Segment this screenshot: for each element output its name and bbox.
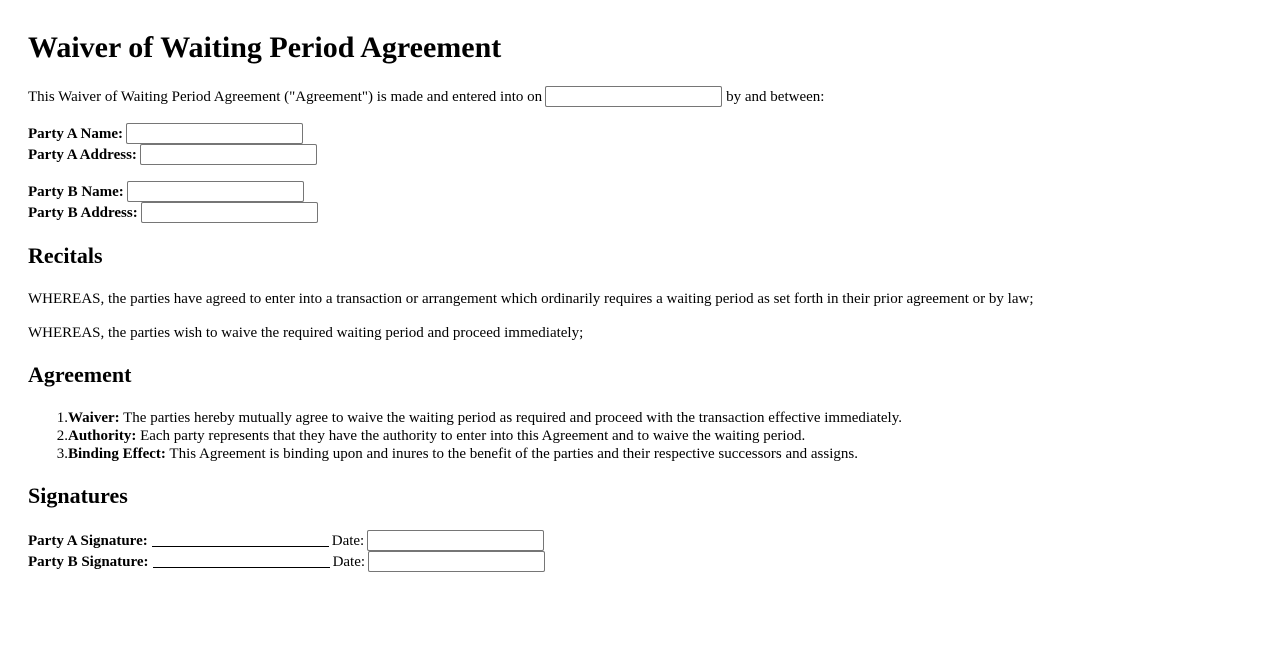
agreement-heading: Agreement [28, 362, 132, 387]
clause-number: 2 . [28, 427, 68, 445]
party-b-address-row [28, 202, 322, 223]
party-a-address-field[interactable] [140, 144, 317, 165]
party-a-address-row [28, 144, 321, 165]
clause-body [68, 427, 805, 445]
party-b-name-field[interactable] [127, 181, 304, 202]
party-b-signature-row [28, 551, 549, 572]
party-b-name-row [28, 181, 308, 202]
intro-text: This Waiver of Waiting Period Agreement ("Agreement") is made and entered into on [28, 88, 543, 105]
party-a-name-row [28, 123, 307, 144]
signatures-heading: Signatures [28, 483, 128, 508]
clause-list [28, 409, 902, 463]
party-b-signature-label: Party B Signature: [28, 553, 149, 570]
party-a-name-label: Party A Name: [28, 125, 123, 142]
intro-paragraph [28, 86, 824, 107]
page-title: Waiver of Waiting Period Agreement [28, 31, 502, 64]
clause-text: The parties hereby mutually agree to waive the waiting period as required and proceed with the transaction effective immediately. [119, 410, 902, 426]
party-a-name-field[interactable] [126, 123, 303, 144]
agreement-date-field[interactable] [545, 86, 722, 107]
clause-text: Each party represents that they have the authority to enter into this Agreement and to waive the waiting period. [136, 428, 806, 444]
party-b-address-label: Party B Address: [28, 204, 138, 221]
recitals-heading: Recitals [28, 243, 103, 268]
recital-paragraph: WHEREAS, the parties wish to waive the required waiting period and proceed immediately; [28, 325, 584, 341]
party-a-date-label: Date: [331, 532, 365, 549]
party-b-signature-line [153, 553, 330, 568]
clause-item [28, 427, 902, 445]
clause-term: Waiver: [68, 410, 120, 426]
clause-item [28, 445, 902, 463]
party-b-address-field[interactable] [141, 202, 318, 223]
recital-paragraph: WHEREAS, the parties have agreed to enter into a transaction or arrangement which ordinarily requires a waiting period as set forth in their prior agreement or by law; [28, 291, 1034, 307]
party-a-address-label: Party A Address: [28, 146, 137, 163]
clause-body [68, 445, 858, 463]
intro-text-end: by and between: [726, 88, 825, 105]
party-b-date-label: Date: [332, 553, 366, 570]
party-b-name-label: Party B Name: [28, 183, 124, 200]
party-b-date-field[interactable] [368, 551, 545, 572]
clause-body [68, 409, 902, 427]
clause-item [28, 409, 902, 427]
party-a-signature-label: Party A Signature: [28, 532, 148, 549]
clause-term: Authority: [68, 428, 137, 444]
clause-text: This Agreement is binding upon and inures to the benefit of the parties and their respective successors and assigns. [165, 446, 858, 462]
clause-number: 1 . [28, 409, 68, 427]
party-a-signature-row [28, 530, 548, 551]
clause-term: Binding Effect: [68, 446, 166, 462]
party-a-signature-line [152, 532, 329, 547]
clause-number: 3 . [28, 445, 68, 463]
party-a-date-field[interactable] [367, 530, 544, 551]
